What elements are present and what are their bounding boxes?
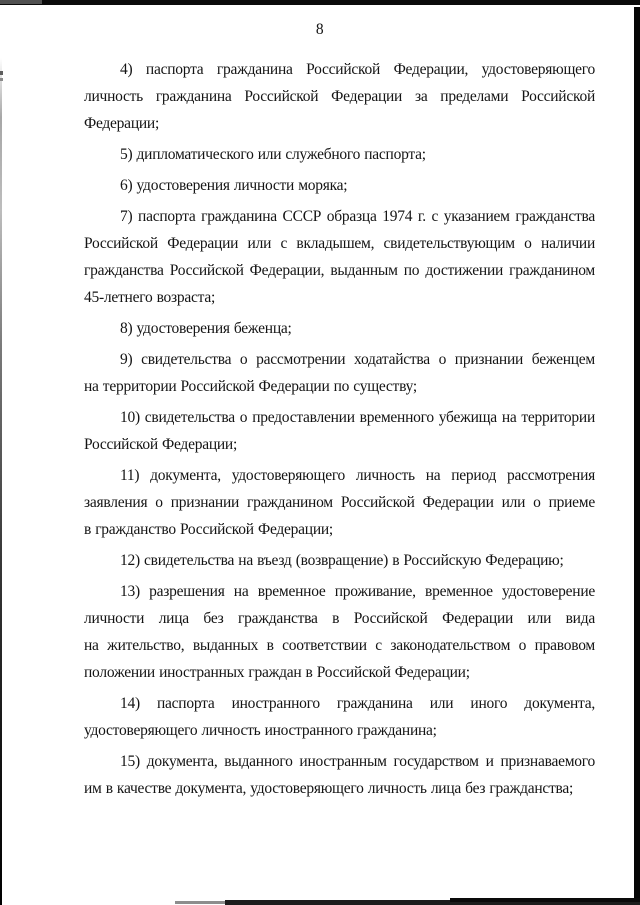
paragraph-6	[84, 172, 595, 199]
text-line: Федерации;	[84, 115, 160, 132]
scan-artifact-bottom-right-bar	[450, 898, 640, 902]
text-line: 5) дипломатического или служебного паспорта;	[120, 146, 426, 163]
paragraph-13	[84, 578, 595, 686]
text-line: личности лица без гражданства в Российской Федерации или вида	[84, 610, 595, 627]
text-line: 10) свидетельства о предоставлении временного убежища на территории	[120, 409, 595, 426]
paragraph-15	[84, 748, 595, 802]
text-line: гражданства Российской Федерации, выданным по достижении гражданином	[84, 262, 595, 279]
text-line: 12) свидетельства на въезд (возвращение) в Российскую Федерацию;	[120, 552, 564, 569]
text-line: в гражданство Российской Федерации;	[84, 521, 333, 538]
text-line: 9) свидетельства о рассмотрении ходатайства о признании беженцем	[120, 351, 595, 368]
paragraph-11	[84, 462, 595, 543]
paragraph-8	[84, 315, 595, 342]
text-line: 8) удостоверения беженца;	[120, 320, 292, 337]
text-line: 13) разрешения на временное проживание, временное удостоверение	[120, 583, 595, 600]
text-line: 45-летнего возраста;	[84, 289, 216, 306]
text-line: 11) документа, удостоверяющего личность на период рассмотрения	[120, 467, 595, 484]
text-line: на территории Российской Федерации по существу;	[84, 378, 417, 395]
text-line: личность гражданина Российской Федерации за пределами Российской	[84, 88, 595, 105]
scan-artifact-left-speck	[0, 78, 3, 81]
page-number: 8	[315, 21, 325, 38]
document-body	[84, 56, 595, 806]
paragraph-12	[84, 547, 595, 574]
scan-artifact-bottom-gray-segment	[175, 901, 225, 904]
text-line: Российской Федерации или с вкладышем, свидетельствующим о наличии	[84, 235, 595, 252]
text-line: им в качестве документа, удостоверяющего личность лица без гражданства;	[84, 780, 574, 797]
paragraph-9	[84, 346, 595, 400]
text-line: 15) документа, выданного иностранным государством и признаваемого	[120, 753, 595, 770]
scan-artifact-top-left-segment	[0, 0, 42, 4]
text-line: 14) паспорта иностранного гражданина или иного документа,	[120, 695, 595, 712]
text-line: 7) паспорта гражданина СССР образца 1974 г. с указанием гражданства	[120, 208, 595, 225]
paragraph-7	[84, 203, 595, 311]
scan-artifact-left-speck	[0, 71, 3, 75]
text-line: положении иностранных граждан в Российской Федерации;	[84, 664, 470, 681]
paragraph-14	[84, 690, 595, 744]
scan-artifact-left-edge-line	[0, 58, 2, 905]
text-line: на жительство, выданных в соответствии с законодательством о правовом	[84, 637, 595, 654]
text-line: Российской Федерации;	[84, 436, 238, 453]
paragraph-5	[84, 141, 595, 168]
paragraph-10	[84, 404, 595, 458]
scan-artifact-right-bar	[634, 7, 640, 905]
text-line: заявления о признании гражданином Российской Федерации или о приеме	[84, 494, 595, 511]
text-line: удостоверяющего личность иностранного гражданина;	[84, 722, 437, 739]
scan-artifact-top-bar	[0, 0, 640, 5]
paragraph-4	[84, 56, 595, 137]
text-line: 4) паспорта гражданина Российской Федерации, удостоверяющего	[120, 61, 595, 78]
text-line: 6) удостоверения личности моряка;	[120, 177, 348, 194]
